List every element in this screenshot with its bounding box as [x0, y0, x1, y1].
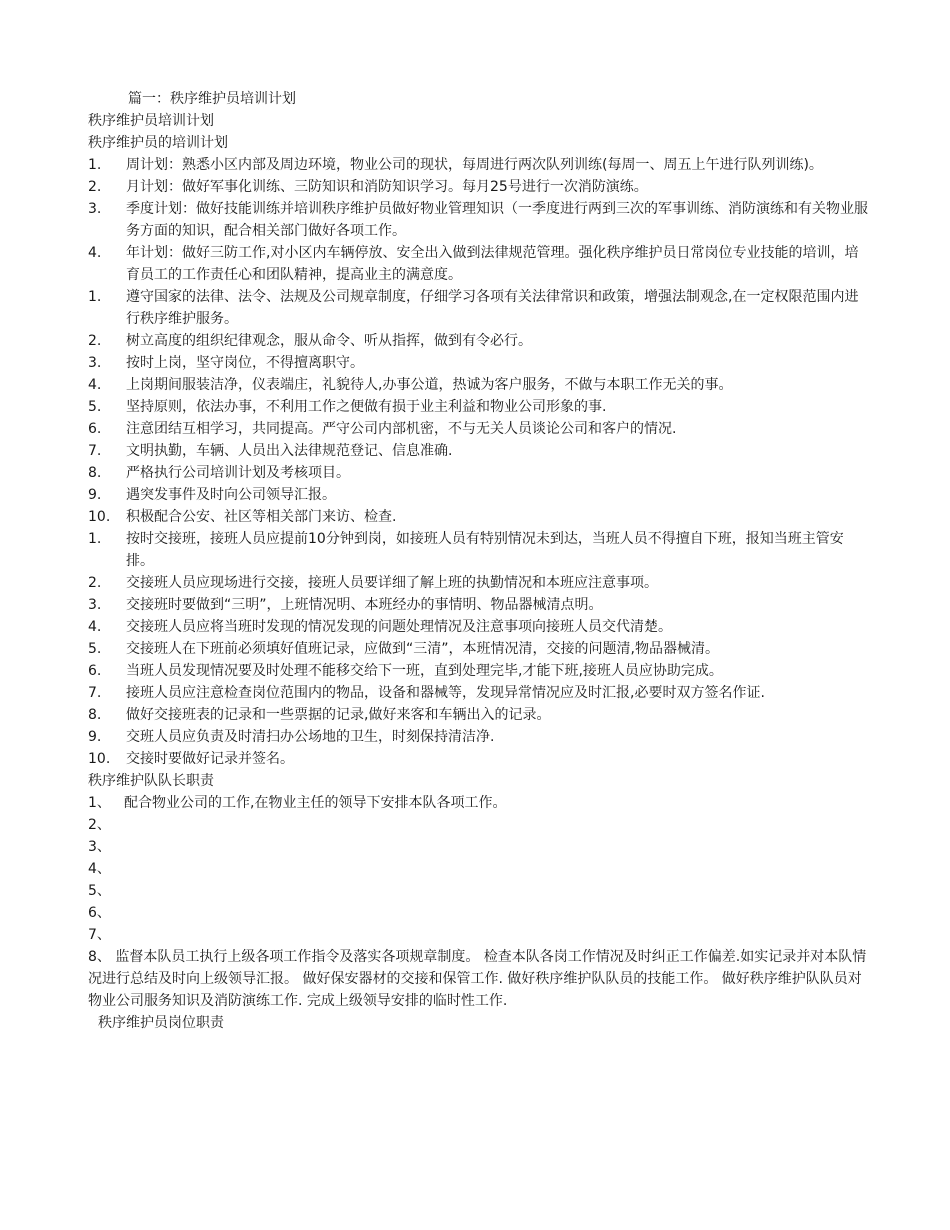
list-item: [88, 528, 868, 572]
list-item-text: 树立高度的组织纪律观念，服从命令、听从指挥，做到有令必行。: [126, 333, 532, 349]
list-item-number: 3.: [88, 597, 102, 613]
list-item: [88, 572, 868, 594]
captain-list: [88, 792, 868, 946]
list-item-text: 积极配合公安、社区等相关部门来访、检查.: [126, 509, 397, 525]
list-item-number: 2.: [88, 333, 102, 349]
list-item: [88, 330, 868, 352]
list-item: [88, 154, 868, 176]
list-item-text: 严格执行公司培训计划及考核项目。: [126, 465, 350, 481]
list-item-number: 10.: [88, 509, 111, 525]
list-item-number: 1.: [88, 289, 102, 305]
list-item-number: 4.: [88, 377, 102, 393]
list-item: [88, 682, 868, 704]
list-item: [88, 286, 868, 330]
list-item-text: 交接班时要做到“三明”，上班情况明、本班经办的事情明、物品器械清点明。: [126, 597, 603, 613]
list-item: [88, 352, 868, 374]
list-item: [88, 902, 868, 924]
list-item-number: 4.: [88, 619, 102, 635]
list-item-text: 按时交接班，接班人员应提前10分钟到岗，如接班人员有特别情况未到达，当班人员不得擅自下班，报知当班主管安排。: [126, 531, 844, 569]
list-item: [88, 506, 868, 528]
list-item-number: 10.: [88, 751, 111, 767]
section-title: 秩序维护员培训计划: [88, 113, 214, 129]
list-item: [88, 484, 868, 506]
list-item: [88, 924, 868, 946]
list-item-number: 5.: [88, 641, 102, 657]
list-item-text: 月计划：做好军事化训练、三防知识和消防知识学习。每月25号进行一次消防演练。: [126, 179, 648, 195]
list-item: [88, 242, 868, 286]
captain-section-title: 秩序维护队队长职责: [88, 773, 214, 789]
list-item-text: 文明执勤，车辆、人员出入法律规范登记、信息准确.: [126, 443, 453, 459]
list-item-number: 7.: [88, 685, 102, 701]
document-page: [88, 88, 868, 1034]
list-item-number: 7、: [88, 927, 111, 943]
list-item: [88, 836, 868, 858]
list-item-text: 交接时要做好记录并签名。: [126, 751, 294, 767]
list-item-number: 8.: [88, 707, 102, 723]
list-item-text: 做好交接班表的记录和一些票据的记录,做好来客和车辆出入的记录。: [126, 707, 551, 723]
captain-paragraph: 8、 监督本队员工执行上级各项工作指令及落实各项规章制度。 检查本队各岗工作情况及时纠正工作偏差.如实记录并对本队情况进行总结及时向上级领导汇报。 做好保安器材的交接和保管工作. 做好秩序维护队队员的技能工作。 做好秩序维护队队员对物业公司服务知识及消防演练工作. 完成上级领导安排的临时性工作.: [88, 949, 867, 1009]
list-item: [88, 374, 868, 396]
list-item-text: 交接班人员应现场进行交接，接班人员要详细了解上班的执勤情况和本班应注意事项。: [126, 575, 658, 591]
list-item-text: 交班人员应负责及时清扫办公场地的卫生，时刻保持清洁净.: [126, 729, 495, 745]
list-item: [88, 198, 868, 242]
list-item-number: 7.: [88, 443, 102, 459]
list-item-text: 季度计划：做好技能训练并培训秩序维护员做好物业管理知识（一季度进行两到三次的军事训练、消防演练和有关物业服务方面的知识，配合相关部门做好各项工作。: [126, 201, 868, 239]
plan-list: [88, 154, 868, 286]
list-item-number: 9.: [88, 487, 102, 503]
list-item-number: 4、: [88, 861, 111, 877]
post-section-title: 秩序维护员岗位职责: [98, 1015, 224, 1031]
list-item-text: 交接班人员应将当班时发现的情况发现的问题处理情况及注意事项向接班人员交代清楚。: [126, 619, 672, 635]
list-item: [88, 594, 868, 616]
list-item: [88, 814, 868, 836]
list-item-text: 坚持原则，依法办事，不利用工作之便做有损于业主利益和物业公司形象的事.: [126, 399, 607, 415]
list-item-text: 按时上岗，坚守岗位，不得擅离职守。: [126, 355, 364, 371]
list-item-number: 5.: [88, 399, 102, 415]
list-item: [88, 726, 868, 748]
list-item: [88, 748, 868, 770]
list-item-number: 9.: [88, 729, 102, 745]
list-item: [88, 176, 868, 198]
list-item-number: 6.: [88, 421, 102, 437]
list-item: [88, 396, 868, 418]
list-item-text: 遵守国家的法律、法令、法规及公司规章制度，仔细学习各项有关法律常识和政策，增强法制观念,在一定权限范围内进行秩序维护服务。: [126, 289, 859, 327]
list-item: [88, 660, 868, 682]
document-heading: 篇一：秩序维护员培训计划: [128, 91, 296, 107]
list-item-text: 年计划：做好三防工作,对小区内车辆停放、安全出入做到法律规范管理。强化秩序维护员日常岗位专业技能的培训，培育员工的工作责任心和团队精神，提高业主的满意度。: [126, 245, 859, 283]
list-item: [88, 616, 868, 638]
list-item: [88, 880, 868, 902]
section-subtitle: 秩序维护员的培训计划: [88, 135, 228, 151]
list-item-number: 3.: [88, 201, 102, 217]
list-item-number: 6、: [88, 905, 111, 921]
list-item: [88, 704, 868, 726]
list-item-number: 4.: [88, 245, 102, 261]
list-item-number: 1.: [88, 157, 102, 173]
list-item: [88, 462, 868, 484]
list-item-number: 2.: [88, 575, 102, 591]
list-item-number: 8.: [88, 465, 102, 481]
list-item: [88, 418, 868, 440]
list-item-number: 3.: [88, 355, 102, 371]
list-item: [88, 858, 868, 880]
list-item-number: 1、: [88, 795, 111, 811]
list-item-number: 6.: [88, 663, 102, 679]
list-item-text: 上岗期间服装洁净，仪表端庄，礼貌待人,办事公道，热诚为客户服务，不做与本职工作无关的事。: [126, 377, 733, 393]
list-item-text: 遇突发事件及时向公司领导汇报。: [126, 487, 336, 503]
list-item-text: 交接班人在下班前必须填好值班记录，应做到“三清”，本班情况清，交接的问题清,物品器械清。: [126, 641, 719, 657]
list-item-number: 2、: [88, 817, 111, 833]
list-item-text: 当班人员发现情况要及时处理不能移交给下一班，直到处理完毕,才能下班,接班人员应协助完成。: [126, 663, 723, 679]
list-item-text: 注意团结互相学习，共同提高。严守公司内部机密，不与无关人员谈论公司和客户的情况.: [126, 421, 677, 437]
list-item: [88, 440, 868, 462]
list-item-text: 周计划：熟悉小区内部及周边环境，物业公司的现状，每周进行两次队列训练(每周一、周五上午进行队列训练)。: [126, 157, 823, 173]
list-item-number: 2.: [88, 179, 102, 195]
list-item-number: 3、: [88, 839, 111, 855]
handover-list: [88, 528, 868, 770]
rules-list: [88, 286, 868, 528]
list-item-text: 配合物业公司的工作,在物业主任的领导下安排本队各项工作。: [124, 795, 507, 811]
list-item-number: 5、: [88, 883, 111, 899]
list-item: [88, 638, 868, 660]
list-item-text: 接班人员应注意检查岗位范围内的物品，设备和器械等，发现异常情况应及时汇报,必要时双方签名作证.: [126, 685, 765, 701]
list-item: [88, 792, 868, 814]
list-item-number: 1.: [88, 531, 102, 547]
